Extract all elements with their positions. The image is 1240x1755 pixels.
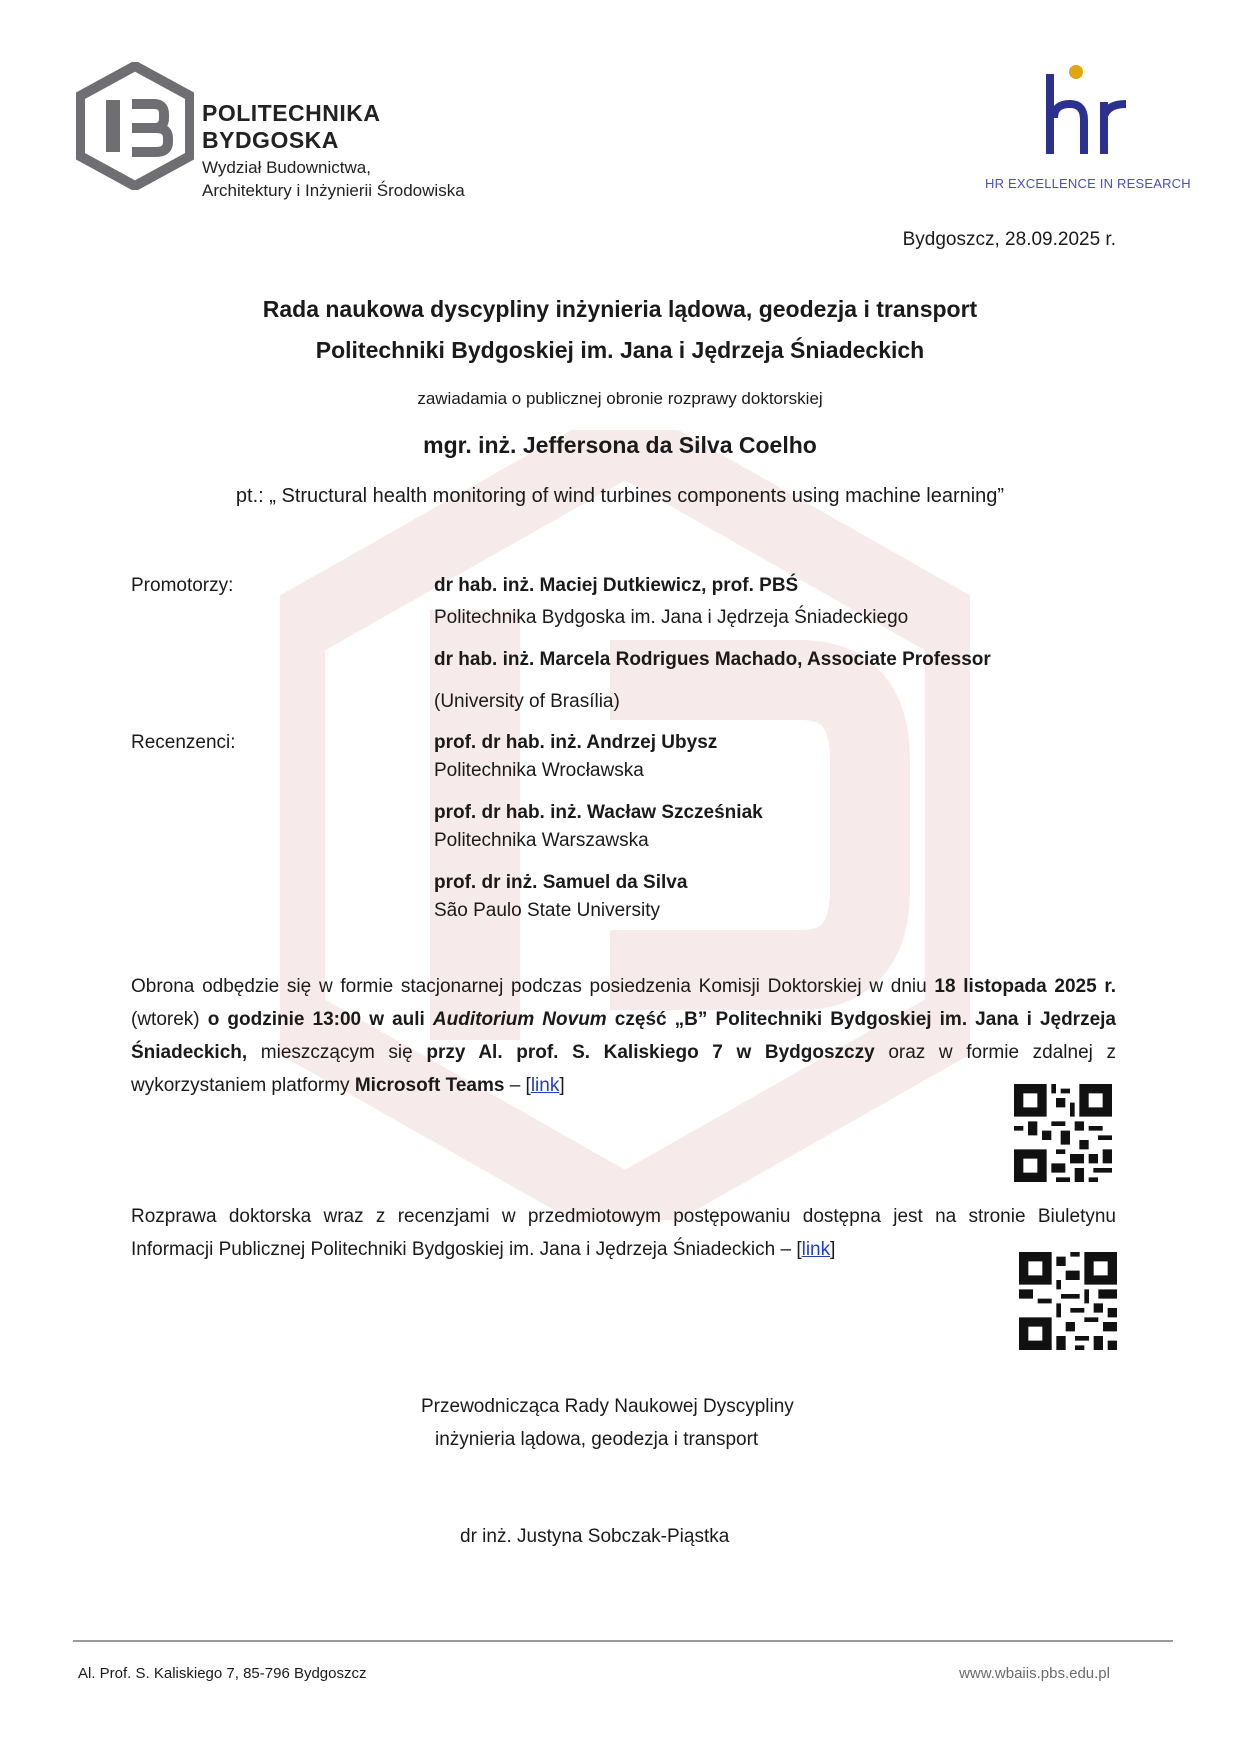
defense-building: część „B” Politechniki Bydgoskiej im. Jana i Jędrzeja Śniadeckich, xyxy=(131,1009,1116,1063)
reviewer-name: prof. dr hab. inż. Wacław Szcześniak xyxy=(434,802,763,823)
defense-paragraph xyxy=(131,970,1116,1102)
signature-title-line1: Przewodnicząca Rady Naukowej Dyscypliny xyxy=(421,1396,794,1417)
promoter-affiliation: (University of Brasília) xyxy=(434,691,620,712)
logo-title-line1: POLITECHNIKA xyxy=(202,100,381,126)
footer-website-link[interactable]: www.wbaiis.pbs.edu.pl xyxy=(959,1665,1110,1682)
signatory-name: dr inż. Justyna Sobczak-Piąstka xyxy=(460,1526,730,1547)
reviewer-name: prof. dr hab. inż. Andrzej Ubysz xyxy=(434,732,718,753)
logo-subtitle xyxy=(202,156,465,202)
logo-subtitle-line1: Wydział Budownictwa, xyxy=(202,158,371,177)
title-line2: Politechniki Bydgoskiej im. Jana i Jędrzeja Śniadeckich xyxy=(315,337,925,363)
teams-qr-code-icon[interactable] xyxy=(1014,1084,1112,1182)
defense-hall: Auditorium Novum xyxy=(432,1009,607,1030)
footer-divider xyxy=(73,1640,1173,1642)
reviewer-name: prof. dr inż. Samuel da Silva xyxy=(434,872,688,893)
title-line1: Rada naukowa dyscypliny inżynieria lądowa, geodezja i transport xyxy=(262,296,978,322)
reviewers-label: Recenzenci: xyxy=(131,732,236,753)
reviewer-affiliation: São Paulo State University xyxy=(434,900,661,921)
defense-weekday: (wtorek) xyxy=(131,1009,208,1030)
logo-subtitle-line2: Architektury i Inżynierii Środowiska xyxy=(202,181,465,200)
footer-address: Al. Prof. S. Kaliskiego 7, 85-796 Bydgoszcz xyxy=(78,1665,367,1682)
teams-link[interactable]: link xyxy=(530,1075,560,1096)
defense-close: ] xyxy=(559,1075,565,1096)
promoter-name: dr hab. inż. Maciej Dutkiewicz, prof. PBŚ xyxy=(434,575,799,596)
candidate-name: mgr. inż. Jeffersona da Silva Coelho xyxy=(423,432,817,458)
politechnika-logo-icon xyxy=(76,62,194,190)
defense-address: przy Al. prof. S. Kaliskiego 7 w Bydgoszczy xyxy=(426,1042,875,1063)
defense-dash: – [ xyxy=(504,1075,531,1096)
hr-excellence-logo-icon xyxy=(1040,64,1130,156)
logo-title xyxy=(202,100,381,154)
thesis-title: pt.: „ Structural health monitoring of wind turbines components using machine learning” xyxy=(235,485,1005,507)
reviewer-affiliation: Politechnika Wrocławska xyxy=(434,760,644,781)
promoter-name: dr hab. inż. Marcela Rodrigues Machado, Associate Professor xyxy=(434,649,991,670)
dissertation-close: ] xyxy=(830,1239,836,1260)
dissertation-paragraph xyxy=(131,1200,1116,1266)
logo-title-line2: BYDGOSKA xyxy=(202,127,339,153)
announcement: zawiadamia o publicznej obronie rozprawy doktorskiej xyxy=(417,389,823,408)
document-date: Bydgoszcz, 28.09.2025 r. xyxy=(902,229,1116,250)
defense-remote: oraz w formie zdalnej z wykorzystaniem platformy xyxy=(131,1042,1116,1096)
signature-title-line2: inżynieria lądowa, geodezja i transport xyxy=(435,1429,759,1450)
defense-located: mieszczącym się xyxy=(247,1042,427,1063)
bip-qr-code-icon[interactable] xyxy=(1019,1252,1117,1350)
defense-platform: Microsoft Teams xyxy=(354,1075,505,1096)
dissertation-text: Rozprawa doktorska wraz z recenzjami w przedmiotowym postępowaniu dostępna jest na stronie Biuletynu Informacji Publicznej Politechniki Bydgoskiej im. Jana i Jędrzeja Śniadeckich – [ xyxy=(131,1206,1116,1260)
defense-time: o godzinie 13:00 w auli xyxy=(207,1009,433,1030)
bip-link[interactable]: link xyxy=(801,1239,831,1260)
reviewer-affiliation: Politechnika Warszawska xyxy=(434,830,649,851)
defense-intro: Obrona odbędzie się w formie stacjonarnej podczas posiedzenia Komisji Doktorskiej w dniu xyxy=(131,976,927,997)
promoters-label: Promotorzy: xyxy=(131,575,234,596)
promoter-affiliation: Politechnika Bydgoska im. Jana i Jędrzeja Śniadeckiego xyxy=(434,607,909,628)
defense-date: 18 listopada 2025 r. xyxy=(934,976,1117,997)
hr-caption: HR EXCELLENCE IN RESEARCH xyxy=(985,176,1191,191)
